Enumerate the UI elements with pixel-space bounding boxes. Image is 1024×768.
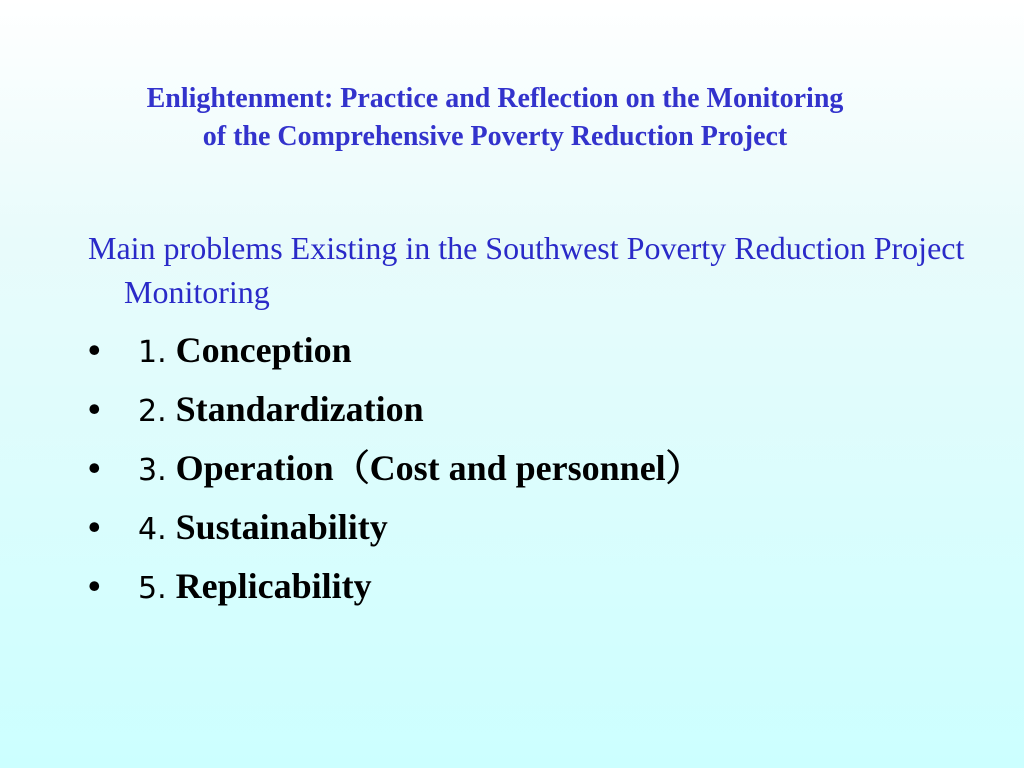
slide-title-line-1: Enlightenment: Practice and Reflection on the Monitoring <box>146 83 844 114</box>
bullet-label: Standardization <box>175 389 424 429</box>
bullet-number: 3. <box>138 453 167 488</box>
bullet-list <box>88 324 702 619</box>
bullet-item-conception <box>88 324 702 383</box>
bullet-item-replicability <box>88 560 702 619</box>
bullet-number: 4. <box>138 512 167 547</box>
bullet-icon: • <box>88 566 101 606</box>
bullet-label: Sustainability <box>175 507 388 547</box>
bullet-label: Conception <box>175 330 352 370</box>
slide-title <box>0 80 990 156</box>
section-heading: Main problems Existing in the Southwest Poverty Reduction Project Monitoring <box>88 230 965 310</box>
bullet-icon: • <box>88 507 101 547</box>
bullet-icon: • <box>88 389 101 429</box>
bullet-number: 5. <box>138 571 167 606</box>
bullet-icon: • <box>88 330 101 370</box>
bullet-number: 2. <box>138 394 167 429</box>
bullet-item-sustainability <box>88 501 702 560</box>
bullet-number: 1. <box>138 335 167 370</box>
bullet-icon: • <box>88 448 101 488</box>
bullet-label: Replicability <box>175 566 372 606</box>
bullet-label: Operation（Cost and personnel） <box>175 448 702 488</box>
slide-title-line-2: of the Comprehensive Poverty Reduction Project <box>202 121 788 152</box>
bullet-item-operation <box>88 442 702 501</box>
bullet-item-standardization <box>88 383 702 442</box>
